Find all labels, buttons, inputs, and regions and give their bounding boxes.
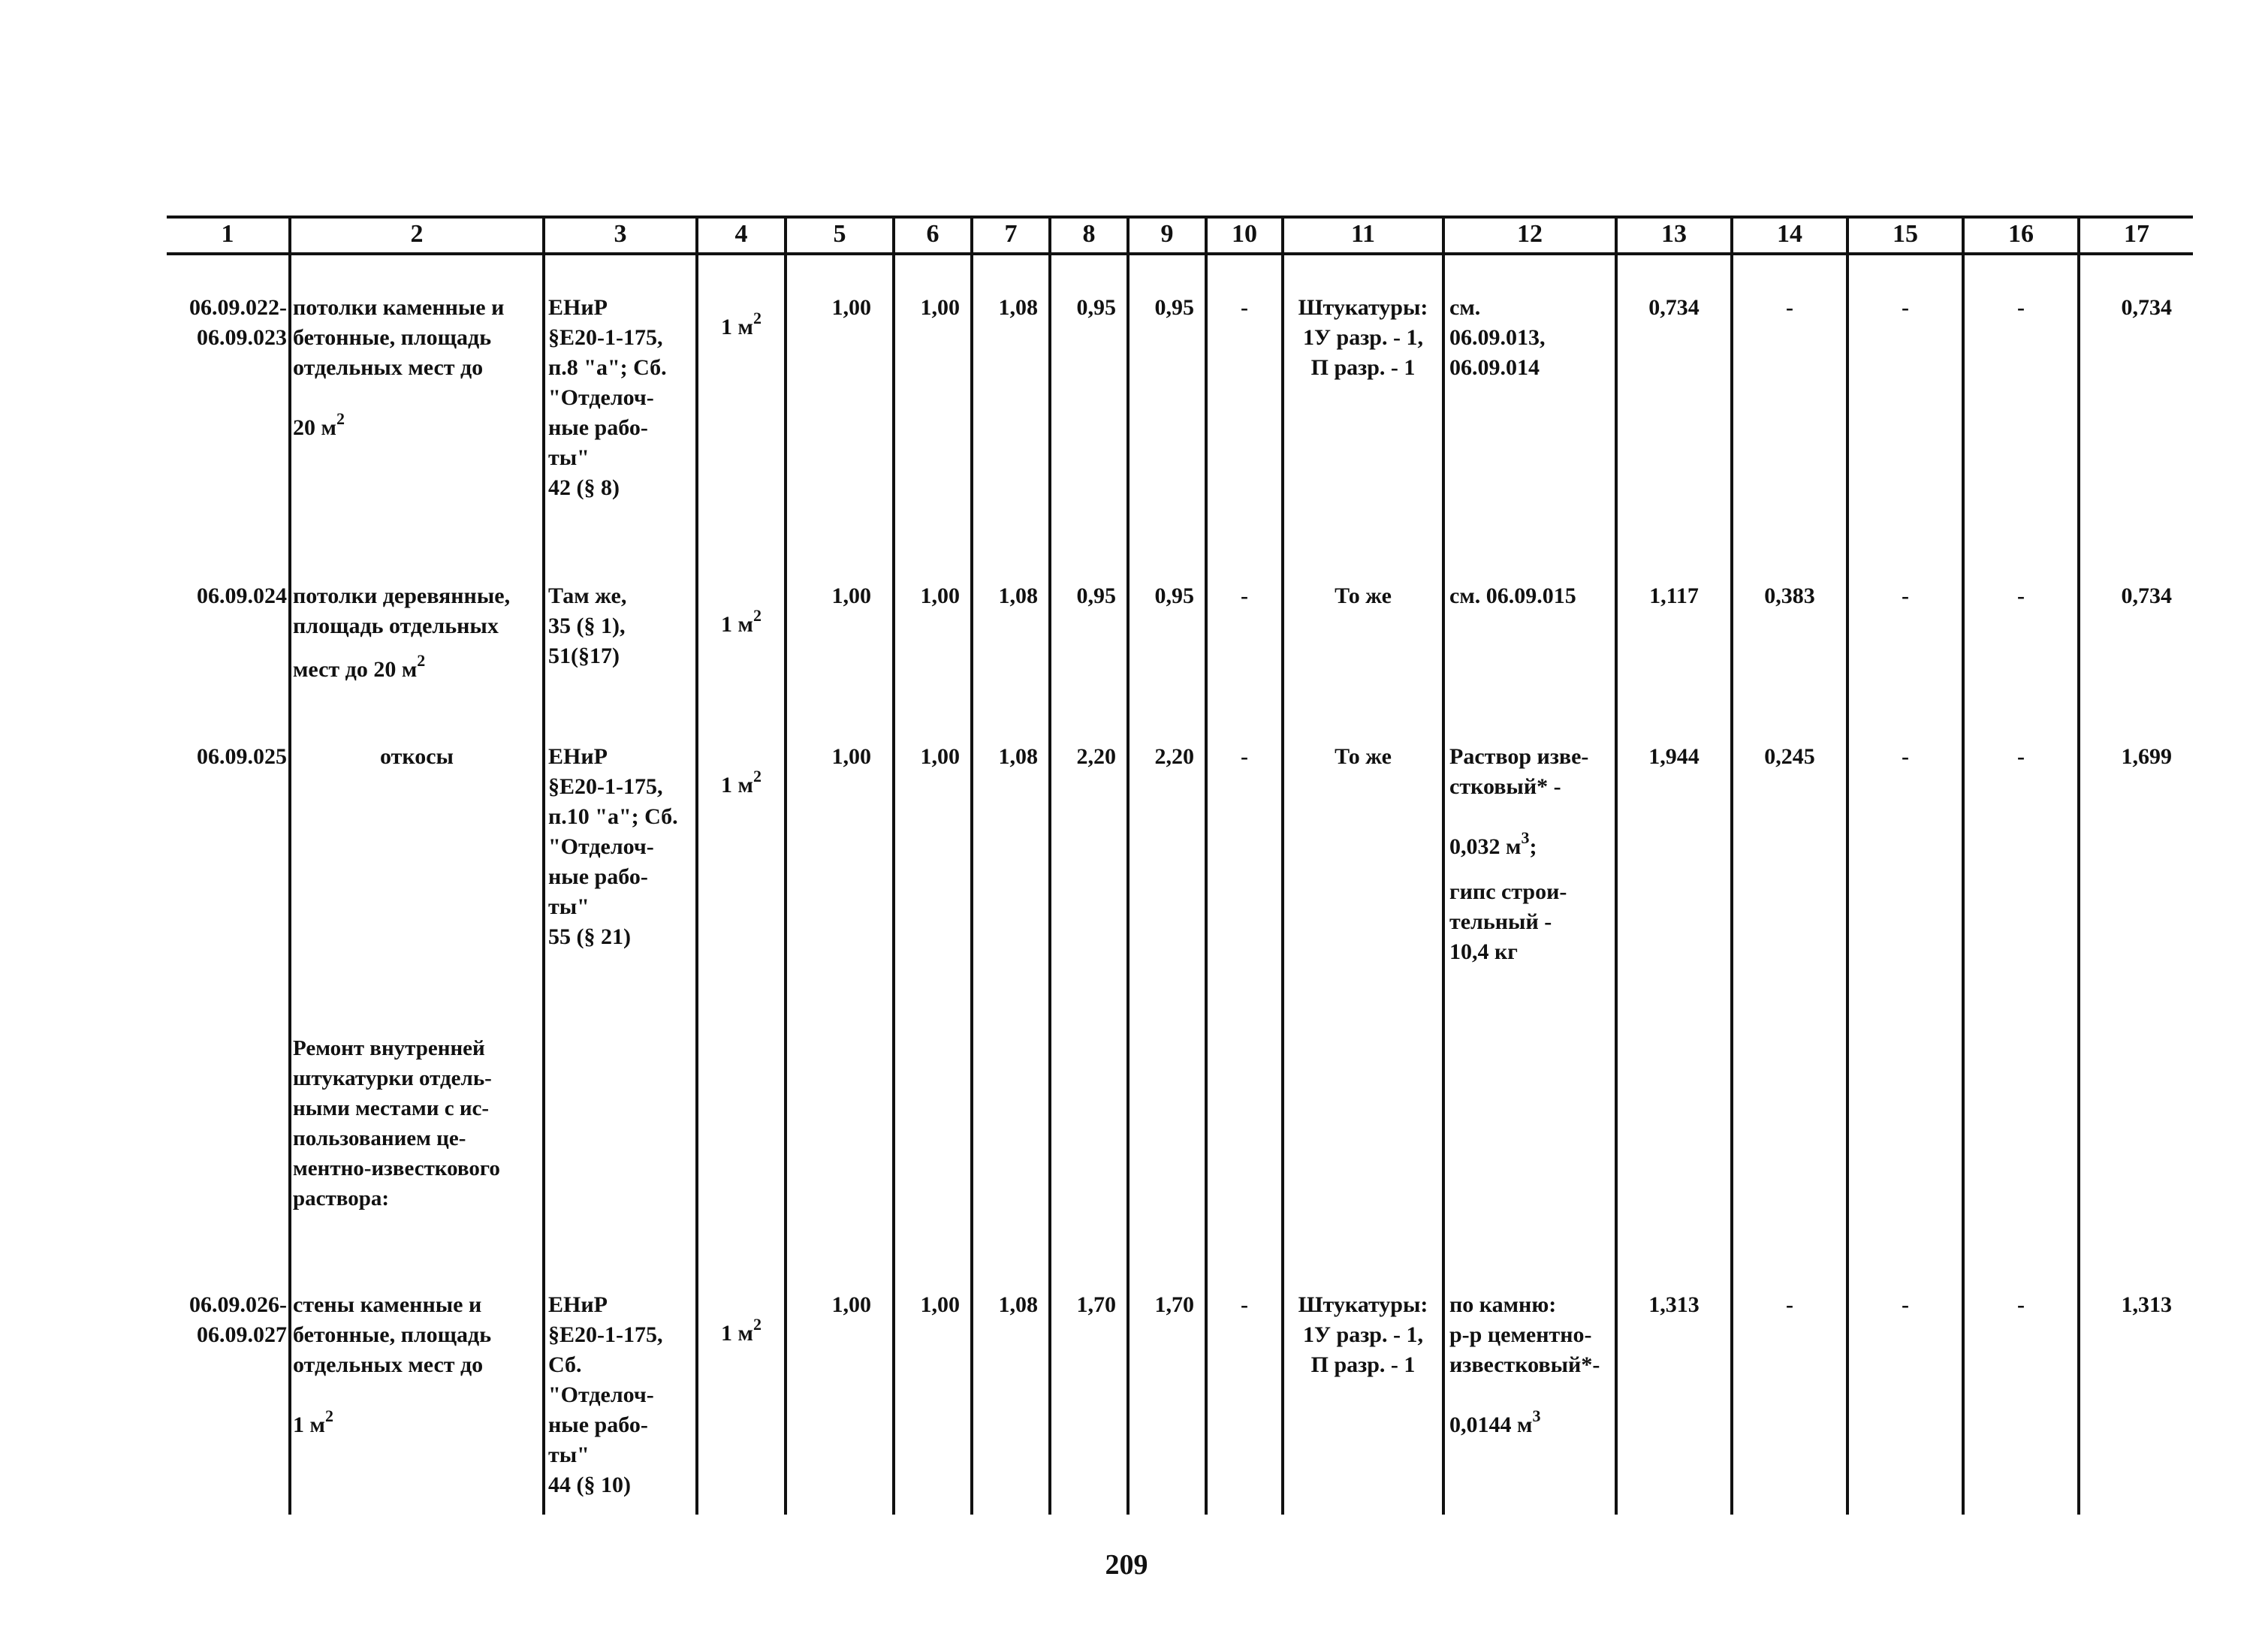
row2-materials: см. 06.09.015 [1449, 583, 1576, 608]
row1-col14: - [1786, 295, 1793, 320]
row4-col14: - [1786, 1292, 1793, 1317]
row3-col16: - [2017, 744, 2025, 769]
row1-unit: 1 $м^2$ [721, 309, 762, 339]
row2-col17: 0,734 [2121, 583, 2172, 608]
row4-description: стены каменные и бетонные, площадь отдельных мест до [293, 1292, 492, 1377]
col-divider-2 [542, 216, 545, 1515]
row4-col16: - [2017, 1292, 2025, 1317]
row1-col7: 1,08 [998, 295, 1038, 320]
col-header-3: 3 [614, 220, 627, 248]
row2-norm: Там же, 35 (§ 1), 51(§17) [548, 583, 627, 668]
col-header-13: 13 [1661, 220, 1687, 248]
row4-materials-b: 0,0144 $м^3$ [1449, 1406, 1541, 1437]
col-header-15: 15 [1893, 220, 1918, 248]
row4-code: 06.09.026- 06.09.027 [189, 1292, 287, 1347]
row4-col17: 1,313 [2121, 1292, 2172, 1317]
row4-materials-a: по камню: р-р цементно- известковый*- [1449, 1292, 1600, 1377]
row4-norm: ЕНиР §Е20-1-175, Сб. "Отделоч- ные рабо- ты" 44 (§ 10) [548, 1292, 663, 1497]
row2-col10: - [1241, 583, 1248, 608]
row2-workers: То же [1335, 583, 1392, 608]
row1-col9: 0,95 [1154, 295, 1194, 320]
row3-col7: 1,08 [998, 744, 1038, 769]
row2-code: 06.09.024 [197, 583, 287, 608]
row4-col5: 1,00 [831, 1292, 871, 1317]
row1-col8: 0,95 [1076, 295, 1116, 320]
row2-description-area: мест до 20 $м^2$ [293, 651, 426, 682]
col-header-17: 17 [2124, 220, 2149, 248]
row2-col7: 1,08 [998, 583, 1038, 608]
col-header-7: 7 [1004, 220, 1018, 248]
row2-col6: 1,00 [920, 583, 960, 608]
row4-col8: 1,70 [1076, 1292, 1116, 1317]
page-number: 209 [1105, 1549, 1148, 1581]
row2-col5: 1,00 [831, 583, 871, 608]
row4-col15: - [1902, 1292, 1909, 1317]
col-header-10: 10 [1232, 220, 1257, 248]
col-divider-11 [1442, 216, 1445, 1515]
col-header-8: 8 [1082, 220, 1096, 248]
col-header-2: 2 [410, 220, 424, 248]
section-heading: Ремонт внутренней штукатурки отдель- ными местами с ис- пользованием це- ментно-известкового раствора: [293, 1036, 500, 1210]
row1-col10: - [1241, 295, 1248, 320]
header-top-rule [167, 216, 2193, 219]
row3-materials-b: 0,032 $м^3$; [1449, 828, 1537, 859]
row2-col13: 1,117 [1649, 583, 1699, 608]
row1-norm: ЕНиР §Е20-1-175, п.8 "а"; Сб. "Отделоч- ные рабо- ты" 42 (§ 8) [548, 295, 667, 500]
row3-materials-c: гипс строи- тельный - 10,4 кг [1449, 879, 1567, 964]
col-header-14: 14 [1777, 220, 1802, 248]
row4-col6: 1,00 [920, 1292, 960, 1317]
row1-col5: 1,00 [831, 295, 871, 320]
header-bottom-rule [167, 252, 2193, 255]
row3-workers: То же [1335, 744, 1392, 769]
row1-col6: 1,00 [920, 295, 960, 320]
row3-col14: 0,245 [1764, 744, 1815, 769]
col-header-1: 1 [221, 220, 234, 248]
row3-col8: 2,20 [1076, 744, 1116, 769]
row4-col7: 1,08 [998, 1292, 1038, 1317]
row3-col6: 1,00 [920, 744, 960, 769]
row3-col5: 1,00 [831, 744, 871, 769]
col-header-12: 12 [1517, 220, 1543, 248]
row2-col15: - [1902, 583, 1909, 608]
row2-col14: 0,383 [1764, 583, 1815, 608]
col-header-16: 16 [2008, 220, 2034, 248]
row3-unit: 1 $м^2$ [721, 767, 762, 797]
row1-col16: - [2017, 295, 2025, 320]
row3-norm: ЕНиР §Е20-1-175, п.10 "а"; Сб. "Отделоч- ные рабо- ты" 55 (§ 21) [548, 744, 678, 949]
col-divider-1 [288, 216, 291, 1515]
row4-col13: 1,313 [1648, 1292, 1700, 1317]
row4-col10: - [1241, 1292, 1248, 1317]
row2-col16: - [2017, 583, 2025, 608]
row4-unit: 1 $м^2$ [721, 1315, 762, 1346]
row1-workers: Штукатуры: 1У разр. - 1, П разр. - 1 [1298, 295, 1428, 380]
row3-description: откосы [380, 744, 454, 769]
row3-materials-a: Раствор изве- стковый* - [1449, 744, 1589, 799]
row3-col10: - [1241, 744, 1248, 769]
row1-description-area: 20 $м^2$ [293, 409, 345, 440]
row3-code: 06.09.025 [197, 744, 287, 769]
row4-col9: 1,70 [1154, 1292, 1194, 1317]
row3-col15: - [1902, 744, 1909, 769]
row1-materials: см. 06.09.013, 06.09.014 [1449, 295, 1546, 380]
row2-col9: 0,95 [1154, 583, 1194, 608]
row2-unit: 1 $м^2$ [721, 606, 762, 637]
row4-description-area: 1 $м^2$ [293, 1406, 333, 1437]
col-header-9: 9 [1160, 220, 1174, 248]
col-header-6: 6 [926, 220, 940, 248]
col-header-5: 5 [833, 220, 846, 248]
row2-col8: 0,95 [1076, 583, 1116, 608]
row1-col15: - [1902, 295, 1909, 320]
row3-col9: 2,20 [1154, 744, 1194, 769]
row3-col13: 1,944 [1648, 744, 1700, 769]
col-header-4: 4 [734, 220, 748, 248]
row1-code: 06.09.022- 06.09.023 [189, 295, 287, 350]
col-header-11: 11 [1350, 220, 1376, 248]
row3-col17: 1,699 [2121, 744, 2172, 769]
row1-description: потолки каменные и бетонные, площадь отдельных мест до [293, 295, 505, 380]
row2-description: потолки деревянные, площадь отдельных [293, 583, 511, 638]
row1-col17: 0,734 [2121, 295, 2172, 320]
row4-workers: Штукатуры: 1У разр. - 1, П разр. - 1 [1298, 1292, 1428, 1377]
row1-col13: 0,734 [1648, 295, 1700, 320]
